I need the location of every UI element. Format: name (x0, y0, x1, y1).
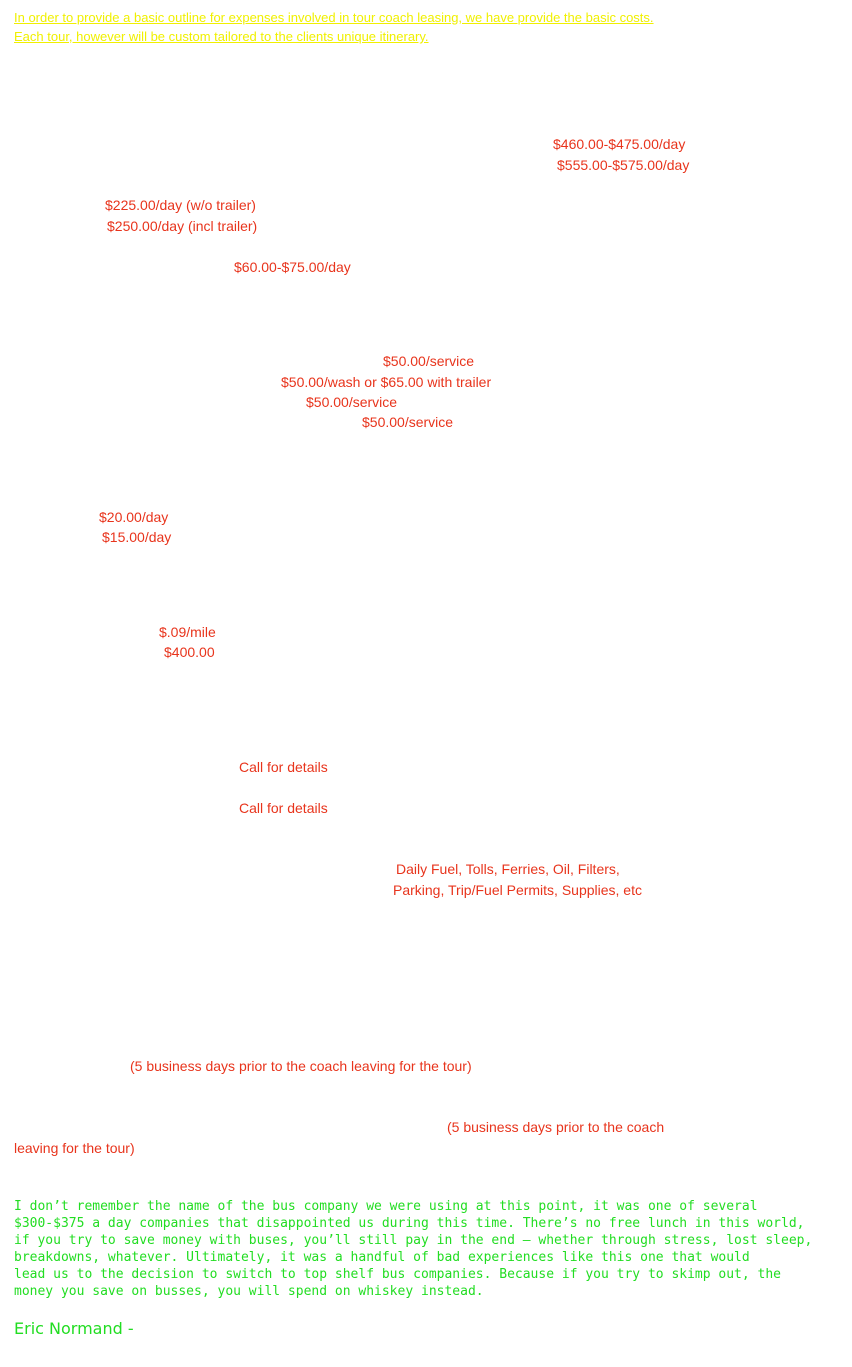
comment-line: I don’t remember the name of the bus company we were using at this point, it was one of several (14, 1199, 758, 1214)
service-rate-2: $50.00/service (306, 394, 398, 410)
payment-terms-2a: (5 business days prior to the coach (447, 1119, 665, 1135)
per-mile-rate: $.09/mile (159, 624, 216, 640)
coach-rate-2: $555.00-$575.00/day (557, 157, 690, 173)
driver-rate-no-trailer: $225.00/day (w/o trailer) (105, 197, 256, 213)
intro-line-2: Each tour, however will be custom tailored to the clients unique itinerary. (14, 29, 429, 44)
comment-line: breakdowns, whatever. Ultimately, it was a handful of bad experiences like this one that would (14, 1250, 750, 1265)
flat-fee: $400.00 (164, 644, 215, 660)
intro-line-1: In order to provide a basic outline for expenses involved in tour coach leasing, we have provide the basic costs. (14, 10, 654, 25)
payment-terms-2b: leaving for the tour) (14, 1140, 135, 1156)
driver-rate-with-trailer: $250.00/day (incl trailer) (107, 218, 258, 234)
comment-line: lead us to the decision to switch to top shelf bus companies. Because if you try to skimp out, the (14, 1267, 782, 1282)
call-for-details-2: Call for details (239, 800, 328, 816)
expenses-line-2: Parking, Trip/Fuel Permits, Supplies, etc (393, 882, 642, 898)
service-rate-1: $50.00/service (383, 353, 475, 369)
per-day-rate-2: $15.00/day (102, 529, 172, 545)
comment-line: if you try to save money with buses, you’ll still pay in the end – whether through stress, lost sleep, (14, 1233, 813, 1248)
author-comment (14, 1198, 813, 1300)
service-rate-3: $50.00/service (362, 414, 454, 430)
payment-terms-1: (5 business days prior to the coach leaving for the tour) (130, 1058, 472, 1074)
comment-line: money you save on busses, you will spend on whiskey instead. (14, 1284, 484, 1299)
call-for-details-1: Call for details (239, 759, 328, 775)
expenses-line-1: Daily Fuel, Tolls, Ferries, Oil, Filters, (396, 861, 620, 877)
per-day-rate-1: $20.00/day (99, 509, 169, 525)
wash-rate: $50.00/wash or $65.00 with trailer (281, 374, 492, 390)
coach-rate-1: $460.00-$475.00/day (553, 136, 686, 152)
daily-rate: $60.00-$75.00/day (234, 259, 351, 275)
comment-line: $300-$375 a day companies that disappointed us during this time. There’s no free lunch in this world, (14, 1216, 805, 1231)
author-signature: Eric Normand - (14, 1319, 134, 1338)
